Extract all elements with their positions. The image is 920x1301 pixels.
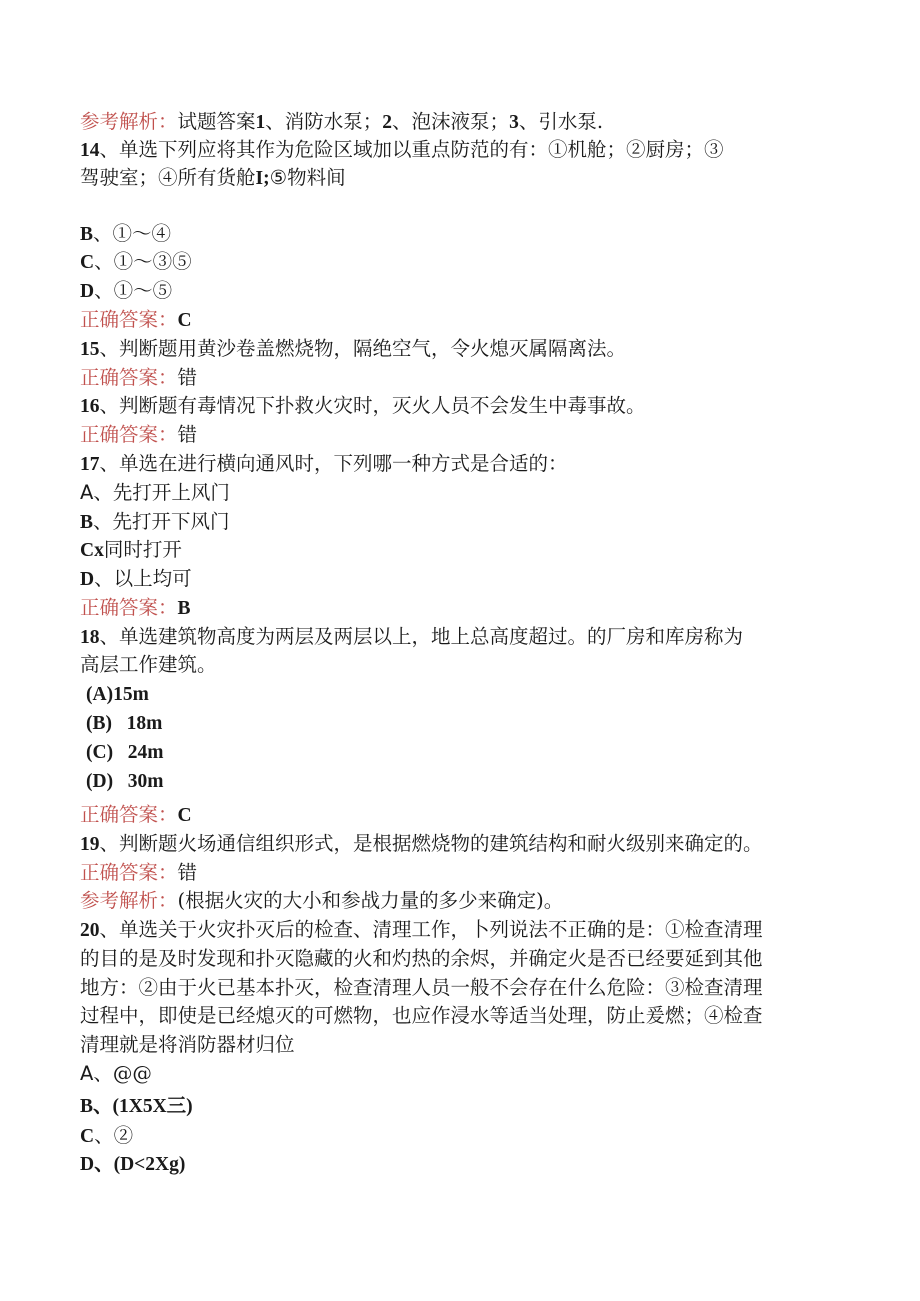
question-number: 19 (80, 834, 100, 855)
question-text: 地方：②由于火已基本扑灭，检查清理人员一般不会存在什么危险：③检查清理 (80, 976, 763, 999)
answer-item: 、引水泵. (518, 110, 604, 133)
option-text: 、先打开下风门 (93, 510, 230, 533)
question-text: 清理就是将消防器材归位 (80, 1033, 295, 1056)
q17-option-d (80, 565, 192, 594)
q17-option-a (80, 479, 230, 507)
q17-option-c (80, 536, 182, 565)
option-text: 、先打开上风门 (93, 481, 230, 504)
q20-stem-line3 (80, 974, 763, 1002)
q18-option-a (86, 681, 149, 709)
q18-option-c (86, 739, 163, 767)
q17-answer (80, 594, 191, 623)
question-text: 、判断题有毒情况下扑救火灾时，灭火人员不会发生中毒事故。 (99, 394, 646, 417)
option-key: (B) (86, 713, 112, 734)
question-text: 高层工作建筑。 (80, 653, 217, 676)
option-key: (D) (86, 771, 114, 792)
option-key: D (80, 569, 95, 590)
answer-label: 正确答案： (80, 861, 178, 884)
option-text: 、①～④ (93, 222, 172, 245)
explanation-label: 参考解析： (80, 110, 178, 133)
option-key: (C) (86, 742, 114, 763)
q17-stem (80, 450, 568, 479)
q14-answer (80, 306, 192, 335)
option-text: 、①～⑤ (94, 279, 173, 302)
question-number: 18 (80, 627, 100, 648)
answer-label: 正确答案： (80, 366, 178, 389)
option-key: A (80, 481, 94, 504)
q20-option-d (80, 1151, 185, 1179)
q16-stem (80, 392, 646, 421)
option-key: B (80, 224, 94, 245)
question-number: 14 (80, 140, 100, 161)
q20-option-a (80, 1060, 152, 1088)
option-text: 、② (94, 1124, 134, 1147)
q13-explanation (80, 108, 603, 137)
question-number: 15 (80, 339, 100, 360)
answer-label: 正确答案： (80, 308, 178, 331)
option-text: 、@@ (93, 1062, 152, 1085)
question-number: 17 (80, 454, 100, 475)
option-key: D (80, 281, 95, 302)
q15-answer (80, 364, 197, 392)
q14-stem (80, 136, 724, 165)
explanation-text: 试题答案 (177, 110, 256, 133)
q18-option-d (86, 768, 163, 796)
answer-label: 正确答案： (80, 596, 178, 619)
answer-number: 1 (255, 112, 266, 133)
q18-answer (80, 801, 192, 830)
question-number: 20 (80, 920, 100, 941)
q18-stem (80, 623, 743, 652)
answer-number: 2 (382, 112, 393, 133)
option-key: D (80, 1154, 95, 1175)
question-text: 过程中，即使是已经熄灭的可燃物，也应作浸水等适当处理，防止爰燃；④检查 (80, 1004, 763, 1027)
option-text: (A)15m (86, 684, 149, 705)
question-text: 、单选关于火灾扑灭后的检查、清理工作，卜列说法不正确的是：①检查清理 (99, 918, 763, 941)
q20-stem (80, 916, 763, 945)
option-key: B (80, 1096, 94, 1117)
answer-label: 正确答案： (80, 423, 178, 446)
question-text: 、单选在进行横向通风时，下列哪一种方式是合适的： (99, 452, 568, 475)
option-key: B (80, 512, 94, 533)
option-text: 、(D<2Xg) (94, 1154, 186, 1175)
q20-option-c (80, 1122, 133, 1151)
answer-value: C (177, 310, 192, 331)
option-text: 24m (127, 742, 164, 763)
q20-stem-line4 (80, 1002, 763, 1030)
answer-value: C (177, 805, 192, 826)
q14-option-d (80, 277, 172, 306)
option-key: C (80, 1126, 95, 1147)
q20-stem-line2 (80, 945, 763, 973)
q16-answer (80, 421, 197, 449)
question-text: ⑤物料间 (269, 166, 346, 189)
question-text: 、判断题火场通信组织形式，是根据燃烧物的建筑结构和耐火级别来确定的。 (99, 832, 763, 855)
explanation-label: 参考解析： (80, 889, 178, 912)
option-key: A (80, 1062, 94, 1085)
question-text: 的目的是及时发现和扑灭隐藏的火和灼热的余烬，并确定火是否已经要延到其他 (80, 947, 763, 970)
option-text: 、①～③⑤ (94, 250, 192, 273)
q20-option-b (80, 1093, 193, 1121)
option-text: 、(1X5X三) (93, 1096, 193, 1117)
q19-explanation (80, 887, 563, 915)
q14-option-b (80, 220, 171, 249)
answer-value: 错 (177, 366, 198, 389)
q19-answer (80, 859, 197, 887)
q18-option-b (86, 710, 162, 738)
q15-stem (80, 335, 626, 364)
option-text: 30m (127, 771, 164, 792)
question-text: I; (255, 168, 270, 189)
q18-stem-line2 (80, 651, 217, 679)
answer-value: 错 (177, 423, 198, 446)
answer-value: 错 (177, 861, 198, 884)
question-text: 驾驶室；④所有货舱 (80, 166, 256, 189)
q20-stem-line5 (80, 1031, 295, 1059)
question-text: 、单选建筑物高度为两层及两层以上，地上总高度超过。的厂房和库房称为 (99, 625, 744, 648)
q14-stem-line2 (80, 164, 346, 193)
question-text: 、判断题用黄沙卷盖燃烧物，隔绝空气，令火熄灭属隔离法。 (99, 337, 627, 360)
answer-item: 、消防水泵； (265, 110, 383, 133)
option-key: C (80, 252, 95, 273)
answer-number: 3 (509, 112, 519, 133)
answer-value: B (177, 598, 191, 619)
q14-option-c (80, 248, 192, 277)
option-key: Cx (80, 540, 104, 561)
option-text: 、以上均可 (94, 567, 192, 590)
question-text: 、单选下列应将其作为危险区域加以重点防范的有：①机舱；②厨房；③ (99, 138, 724, 161)
q17-option-b (80, 508, 230, 537)
option-text: 同时打开 (103, 538, 182, 561)
question-number: 16 (80, 396, 100, 417)
option-text: 18m (126, 713, 163, 734)
q19-stem (80, 830, 763, 859)
explanation-text: (根据火灾的大小和参战力量的多少来确定)。 (177, 889, 564, 912)
answer-label: 正确答案： (80, 803, 178, 826)
answer-item: 、泡沫液泵； (392, 110, 510, 133)
